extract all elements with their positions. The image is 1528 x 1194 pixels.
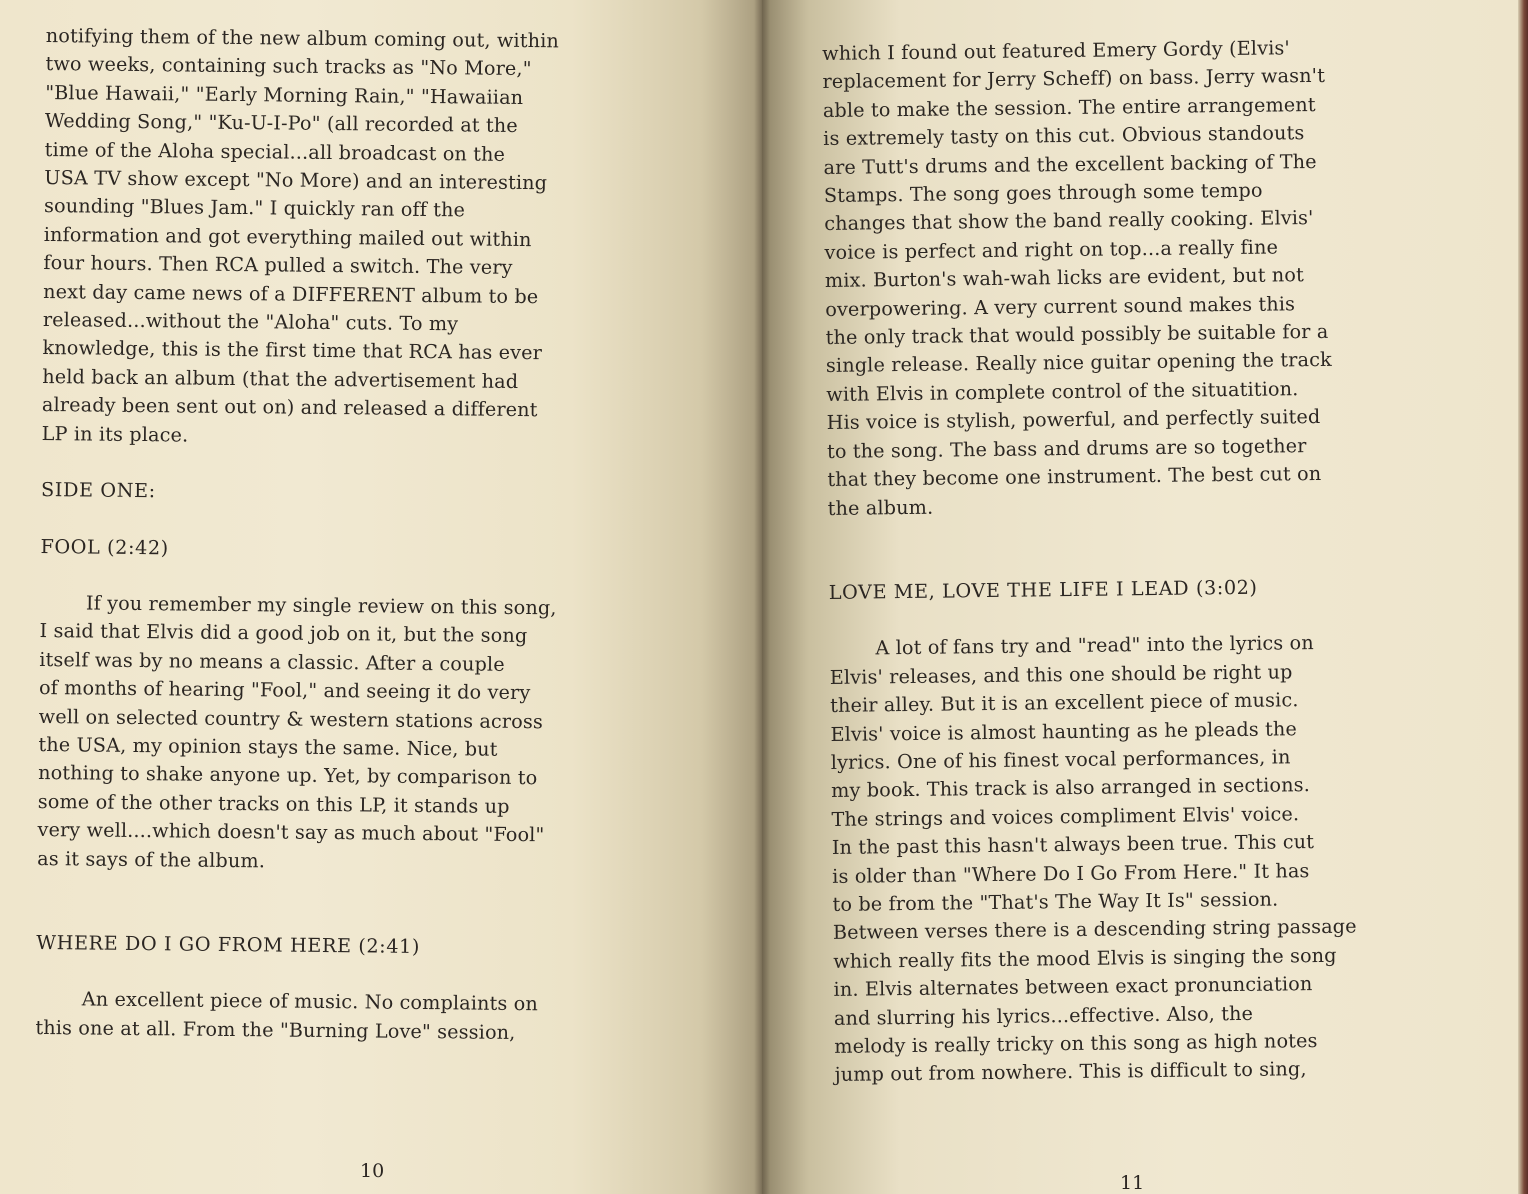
text-line: notifying them of the new album coming out, within <box>45 23 560 53</box>
text-line: is extremely tasty on this cut. Obvious standouts <box>823 121 1305 151</box>
text-line: next day came news of a DIFFERENT album to be <box>43 279 539 308</box>
text-line: the album. <box>827 495 934 520</box>
fool-review-paragraph <box>37 589 730 880</box>
text-line: released...without the "Aloha" cuts. To my <box>42 308 459 336</box>
text-line: voice is perfect and right on top...a really fine <box>824 235 1279 264</box>
text-line: that they become one instrument. The best cut on <box>827 462 1322 492</box>
text-line: overpowering. A very current sound makes this <box>825 291 1296 321</box>
side-one-heading: SIDE ONE: <box>40 478 156 503</box>
text-line: the USA, my opinion stays the same. Nice, but <box>38 732 498 761</box>
text-line: "Blue Hawaii," "Early Morning Rain," "Hawaiian <box>45 80 524 109</box>
book-gutter <box>754 0 770 1194</box>
text-line: Stamps. The song goes through some tempo <box>823 178 1263 208</box>
text-line: which I found out featured Emery Gordy (Elvis' <box>822 36 1290 65</box>
text-line: A lot of fans try and "read" into the lyrics on <box>875 631 1314 660</box>
text-line: which really fits the mood Elvis is singing the song <box>833 943 1337 973</box>
right-page-text <box>822 32 1525 1090</box>
text-line: sounding "Blues Jam." I quickly ran off the <box>43 194 466 222</box>
text-line: able to make the session. The entire arrangement <box>822 92 1316 122</box>
text-line: some of the other tracks on this LP, it stands up <box>37 789 510 818</box>
text-line: as it says of the album. <box>37 846 266 872</box>
page-number-right: 11 <box>1120 1172 1145 1194</box>
text-line: in. Elvis alternates between exact pronunciation <box>833 972 1313 1002</box>
left-page-text <box>35 22 736 1049</box>
text-line: with Elvis in complete control of the situatition. <box>826 377 1299 406</box>
text-line: jump out from nowhere. This is difficult to sing, <box>834 1057 1307 1087</box>
text-line: information and got everything mailed out within <box>43 222 532 251</box>
where-do-i-go-heading: WHERE DO I GO FROM HERE (2:41) <box>36 930 421 958</box>
text-line: two weeks, containing such tracks as "No More," <box>45 52 532 81</box>
continued-paragraph <box>822 32 1518 523</box>
text-line: this one at all. From the "Burning Love" session, <box>35 1015 516 1044</box>
text-line: changes that show the band really cooking. Elvis' <box>824 206 1314 236</box>
text-line: Elvis' voice is almost haunting as he pleads the <box>830 716 1298 746</box>
text-line: replacement for Jerry Scheff) on bass. Jerry wasn't <box>822 64 1326 94</box>
text-line: Between verses there is a descending string passage <box>832 914 1357 945</box>
text-line: LP in its place. <box>41 421 189 447</box>
page-edge <box>1518 0 1528 1194</box>
text-line: held back an album (that the advertisement had <box>42 364 519 393</box>
text-line: well on selected country & western stations across <box>38 704 544 733</box>
text-line: itself was by no means a classic. After a couple <box>39 647 505 676</box>
intro-paragraph <box>42 22 736 455</box>
text-line: time of the Aloha special...all broadcast on the <box>44 137 506 166</box>
text-line: very well....which doesn't say as much about "Fool" <box>37 818 545 847</box>
text-line: USA TV show except "No More) and an interesting <box>44 166 548 195</box>
text-line: and slurring his lyrics...effective. Also, the <box>833 1001 1254 1030</box>
text-line: In the past this hasn't always been true. This cut <box>831 830 1315 860</box>
text-line: knowledge, this is the first time that RCA has ever <box>42 336 543 365</box>
text-line: their alley. But it is an excellent piece of music. <box>829 688 1299 718</box>
text-line: my book. This track is also arranged in sections. <box>831 773 1311 803</box>
text-line: single release. Really nice guitar opening the track <box>825 348 1332 378</box>
where-review-paragraph <box>35 985 726 1049</box>
left-page <box>0 0 762 1194</box>
text-line: nothing to shake anyone up. Yet, by comparison to <box>38 761 538 790</box>
text-line: lyrics. One of his finest vocal performances, in <box>830 745 1291 774</box>
text-line: to the song. The bass and drums are so together <box>826 433 1307 463</box>
text-line: An excellent piece of music. No complaints on <box>81 987 539 1016</box>
text-line: If you remember my single review on this song, <box>85 591 557 620</box>
text-line: Wedding Song," "Ku-U-I-Po" (all recorded at the <box>44 109 518 138</box>
text-line: the only track that would possibly be suitable for a <box>825 319 1329 350</box>
text-line: Elvis' releases, and this one should be right up <box>829 660 1293 689</box>
text-line: The strings and voices compliment Elvis' voice. <box>831 801 1300 831</box>
text-line: His voice is stylish, powerful, and perfectly suited <box>826 405 1321 435</box>
love-review-paragraph <box>829 627 1525 1090</box>
text-line: mix. Burton's wah-wah licks are evident, but not <box>824 263 1305 293</box>
fool-heading: FOOL (2:42) <box>40 534 169 559</box>
text-line: to be from the "That's The Way It Is" session. <box>832 887 1279 916</box>
text-line: of months of hearing "Fool," and seeing it do very <box>38 676 531 705</box>
text-line: is older than "Where Do I Go From Here." It has <box>832 858 1310 888</box>
text-line: I said that Elvis did a good job on it, but the song <box>39 619 528 648</box>
page-number-left: 10 <box>360 1160 385 1182</box>
text-line: melody is really tricky on this song as high notes <box>834 1029 1318 1058</box>
text-line: four hours. Then RCA pulled a switch. The very <box>43 251 513 280</box>
right-page <box>762 0 1528 1194</box>
text-line: are Tutt's drums and the excellent backing of The <box>823 149 1317 179</box>
love-me-heading: LOVE ME, LOVE THE LIFE I LEAD (3:02) <box>828 575 1258 604</box>
text-line: already been sent out on) and released a different <box>41 393 538 422</box>
